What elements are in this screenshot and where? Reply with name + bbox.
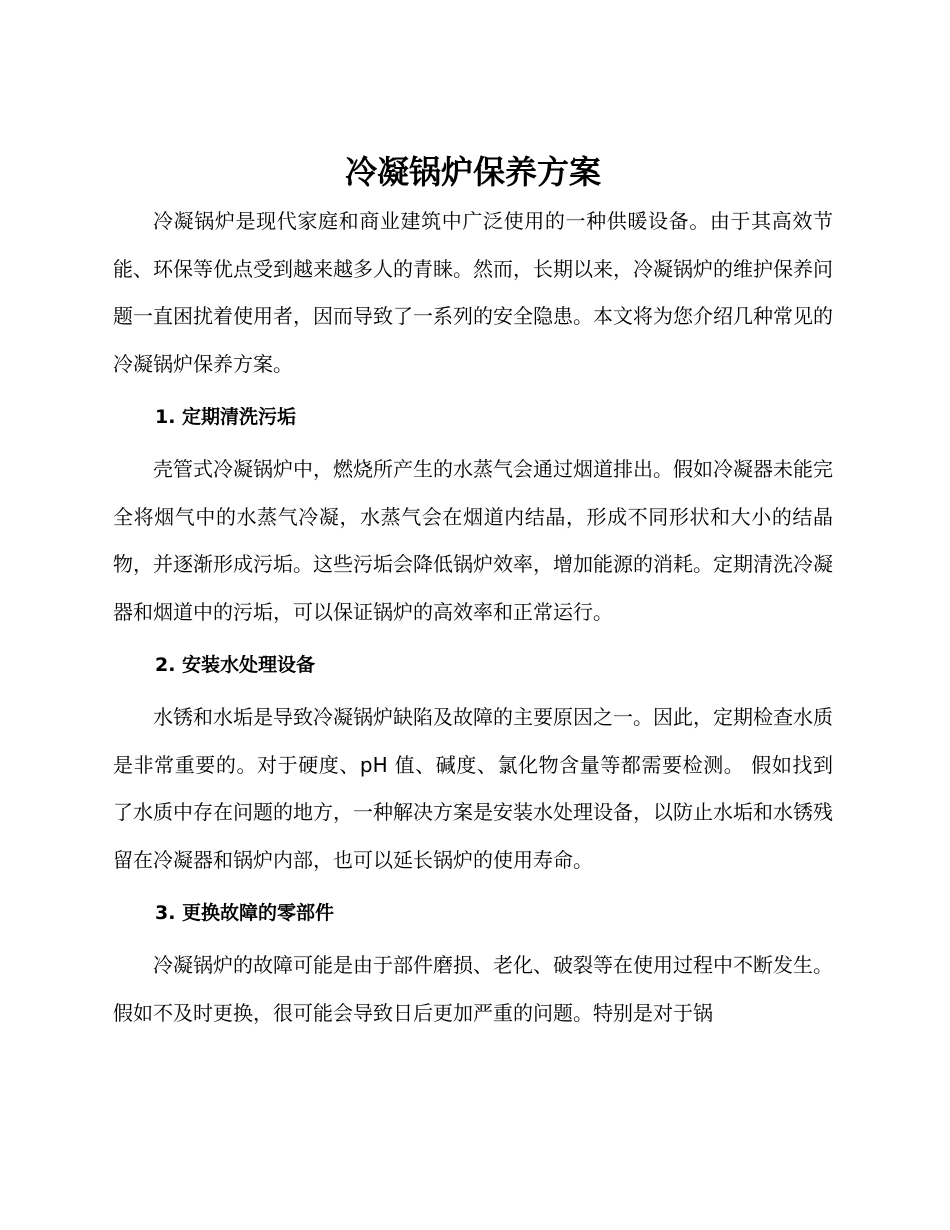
document-page bbox=[113, 146, 833, 1037]
intro-paragraph: 冷凝锅炉是现代家庭和商业建筑中广泛使用的一种供暖设备。由于其高效节能、环保等优点受到越来越多人的青睐。然而，长期以来，冷凝锅炉的维护保养问题一直困扰着使用者，因而导致了一系列的安全隐患。本文将为您介绍几种常见的冷凝锅炉保养方案。 bbox=[113, 209, 833, 376]
section-body-1: 壳管式冷凝锅炉中，燃烧所产生的水蒸气会通过烟道排出。假如冷凝器未能完全将烟气中的水蒸气冷凝，水蒸气会在烟道内结晶，形成不同形状和大小的结晶物，并逐渐形成污垢。这些污垢会降低锅炉效率，增加能源的消耗。定期清洗冷凝器和烟道中的污垢，可以保证锅炉的高效率和正常运行。 bbox=[113, 457, 833, 624]
section-body-2: 水锈和水垢是导致冷凝锅炉缺陷及故障的主要原因之一。因此，定期检查水质是非常重要的。对于硬度、pH 值、碱度、氯化物含量等都需要检测。 假如找到了水质中存在问题的地方，一种解决方案是安装水处理设备，以防止水垢和水锈残留在冷凝器和锅炉内部，也可以延长锅炉的使用寿命。 bbox=[113, 705, 833, 872]
document-title: 冷凝锅炉保养方案 bbox=[344, 153, 601, 191]
section-heading-2: 2. 安装水处理设备 bbox=[155, 654, 316, 676]
section-heading-1: 1. 定期清洗污垢 bbox=[155, 406, 297, 428]
section-heading-3: 3. 更换故障的零部件 bbox=[155, 902, 335, 924]
section-body-3: 冷凝锅炉的故障可能是由于部件磨损、老化、破裂等在使用过程中不断发生。假如不及时更换，很可能会导致日后更加严重的问题。特别是对于锅 bbox=[113, 953, 833, 1025]
